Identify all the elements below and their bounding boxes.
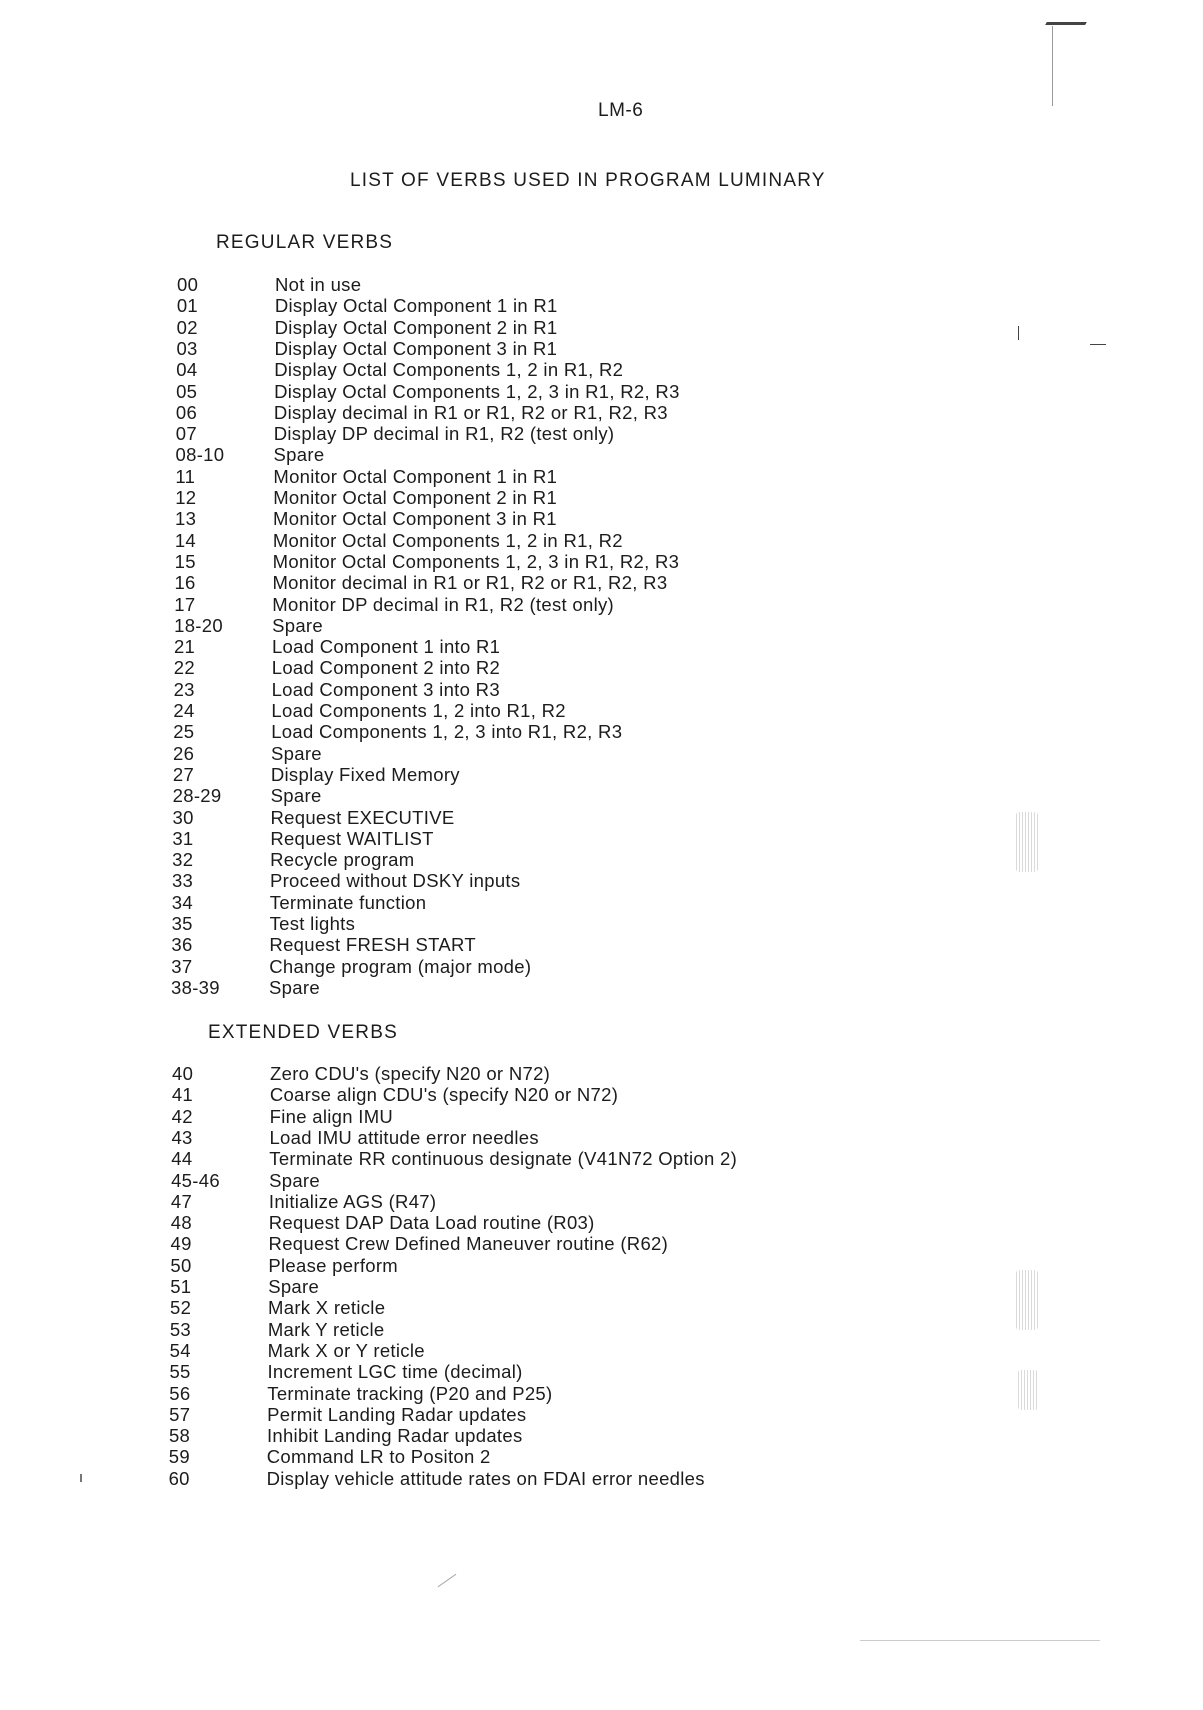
verb-number: 07: [175, 423, 197, 445]
verb-description: Not in use: [275, 274, 362, 295]
verb-description: Spare: [270, 785, 322, 807]
verb-description: Inhibit Landing Radar updates: [266, 1425, 523, 1447]
verb-description: Command LR to Positon 2: [266, 1446, 491, 1468]
scan-tick-right: [1090, 344, 1106, 345]
verb-number: 38-39: [171, 976, 220, 998]
scan-smudge-2: [1016, 1270, 1038, 1330]
verb-description: Initialize AGS (R47): [268, 1190, 437, 1212]
verb-description: Permit Landing Radar updates: [267, 1403, 527, 1425]
verb-description: Change program (major mode): [269, 955, 532, 977]
verb-number: 53: [169, 1318, 192, 1340]
verb-description: Request DAP Data Load routine (R03): [268, 1212, 595, 1234]
verb-description: Spare: [271, 742, 322, 764]
verb-description: Monitor Octal Components 1, 2, 3 in R1, R2, R3: [272, 550, 680, 572]
verb-description: Load Component 1 into R1: [271, 636, 501, 658]
verb-number: 12: [175, 487, 197, 508]
verb-number: 49: [170, 1233, 192, 1255]
verb-number: 24: [173, 700, 195, 721]
verb-number: 02: [176, 316, 198, 338]
verb-description: Spare: [268, 1276, 320, 1297]
verb-number: 23: [173, 678, 195, 700]
verb-number: 51: [170, 1276, 192, 1297]
verb-number: 15: [174, 550, 196, 572]
verb-description: Increment LGC time (decimal): [267, 1361, 523, 1383]
verb-description: Display Fixed Memory: [270, 763, 460, 785]
verb-description: Spare: [269, 1169, 320, 1191]
verb-description: Monitor DP decimal in R1, R2 (test only): [272, 593, 614, 615]
regular-verbs-heading: REGULAR VERBS: [216, 232, 394, 253]
verb-number: 27: [172, 763, 195, 785]
document-title: LIST OF VERBS USED IN PROGRAM LUMINARY: [350, 170, 826, 191]
verb-number: 36: [171, 934, 193, 956]
verb-description: Request Crew Defined Maneuver routine (R62): [268, 1233, 669, 1255]
verb-description: Terminate RR continuous designate (V41N72 Option 2): [269, 1148, 738, 1170]
verb-description: Request FRESH START: [269, 934, 476, 956]
verb-number: 44: [171, 1148, 193, 1170]
verb-number: 13: [175, 508, 197, 530]
verb-description: Mark X reticle: [268, 1297, 386, 1319]
verb-number: 04: [176, 359, 198, 381]
verb-number: 16: [174, 572, 196, 594]
verb-number: 55: [169, 1361, 191, 1383]
verb-number: 52: [170, 1297, 192, 1319]
verb-number: 37: [171, 955, 193, 977]
verb-number: 34: [171, 891, 193, 913]
verb-number: 47: [170, 1190, 193, 1212]
verb-number: 25: [173, 721, 195, 743]
verb-description: Coarse align CDU's (specify N20 or N72): [269, 1084, 619, 1106]
verb-description: Load Components 1, 2 into R1, R2: [271, 700, 566, 721]
verb-description: Display Octal Components 1, 2, 3 in R1, R2, R3: [274, 380, 680, 402]
verb-description: Terminate tracking (P20 and P25): [267, 1382, 553, 1404]
scan-line-bottom: [860, 1640, 1100, 1641]
scan-line-top-right: [1052, 26, 1053, 106]
verb-description: Monitor Octal Component 2 in R1: [273, 487, 558, 508]
verb-description: Mark Y reticle: [267, 1318, 385, 1340]
verb-number: 03: [176, 337, 198, 359]
verb-description: Test lights: [269, 913, 356, 934]
verb-number: 00: [177, 274, 199, 295]
verb-number: 17: [174, 593, 196, 615]
verb-number: 08-10: [175, 444, 225, 466]
verb-description: Display Octal Component 3 in R1: [274, 337, 558, 359]
verb-number: 18-20: [174, 614, 223, 636]
verb-description: Zero CDU's (specify N20 or N72): [270, 1063, 551, 1084]
extended-verbs-heading: EXTENDED VERBS: [208, 1022, 398, 1043]
verb-description: Recycle program: [270, 849, 415, 871]
verb-description: Request EXECUTIVE: [270, 806, 455, 828]
verb-description: Proceed without DSKY inputs: [269, 870, 521, 892]
scan-tick-top: [1018, 326, 1019, 340]
verb-description: Spare: [272, 614, 323, 636]
verb-number: 22: [173, 657, 195, 679]
verb-number: 41: [171, 1084, 193, 1106]
verb-number: 26: [173, 742, 195, 764]
verb-description: Display decimal in R1 or R1, R2 or R1, R2, R3: [273, 401, 668, 423]
verb-description: Load Components 1, 2, 3 into R1, R2, R3: [271, 721, 623, 743]
verb-description: Monitor Octal Component 3 in R1: [273, 508, 557, 530]
verb-description: Monitor Octal Components 1, 2 in R1, R2: [272, 529, 623, 551]
verb-number: 48: [170, 1212, 192, 1234]
verb-number: 58: [168, 1425, 191, 1447]
verb-description: Terminate function: [269, 891, 427, 913]
verb-number: 32: [172, 849, 194, 871]
verb-number: 30: [172, 806, 194, 828]
scan-smudge-1: [1016, 812, 1038, 872]
verb-number: 11: [175, 465, 196, 487]
verb-number: 33: [171, 870, 194, 892]
verb-description: Request WAITLIST: [270, 827, 434, 849]
verb-description: Mark X or Y reticle: [267, 1339, 425, 1361]
scan-mark-left: [80, 1474, 82, 1482]
verb-description: Monitor decimal in R1 or R1, R2 or R1, R2, R3: [272, 572, 668, 594]
verb-number: 54: [169, 1339, 191, 1361]
verb-number: 56: [169, 1382, 191, 1404]
verb-number: 31: [172, 827, 194, 849]
verb-description: Monitor Octal Component 1 in R1: [273, 465, 558, 487]
verb-description: Display Octal Component 1 in R1: [274, 295, 558, 317]
verb-number: 05: [176, 380, 198, 402]
verb-description: Display Octal Components 1, 2 in R1, R2: [274, 359, 624, 381]
verb-number: 45-46: [171, 1169, 220, 1191]
verb-number: 14: [174, 529, 197, 551]
verb-number: 35: [171, 913, 193, 934]
verb-description: Load Component 3 into R3: [271, 678, 500, 700]
verb-number: 50: [170, 1254, 192, 1276]
verb-number: 01: [176, 295, 198, 317]
verb-description: Please perform: [268, 1254, 399, 1276]
verb-number: 57: [169, 1403, 191, 1425]
verb-number: 59: [168, 1446, 190, 1468]
verb-number: 06: [175, 401, 198, 423]
scan-smudge-3: [1018, 1370, 1038, 1410]
verb-description: Spare: [273, 444, 325, 466]
scan-mark-top-right: [1045, 22, 1087, 25]
page-number: LM-6: [598, 100, 644, 121]
verb-description: Load Component 2 into R2: [271, 657, 501, 679]
verb-description: Fine align IMU: [269, 1105, 394, 1127]
verb-number: 60: [168, 1467, 190, 1489]
verb-description: Display DP decimal in R1, R2 (test only): [273, 423, 615, 445]
verb-description: Spare: [269, 976, 320, 998]
verb-description: Display vehicle attitude rates on FDAI error needles: [266, 1467, 705, 1489]
verb-number: 28-29: [172, 785, 222, 807]
verb-description: Load IMU attitude error needles: [269, 1126, 539, 1148]
verb-number: 43: [171, 1126, 193, 1148]
scan-stroke-bottom: [438, 1574, 457, 1587]
verb-number: 40: [172, 1063, 194, 1084]
verb-number: 21: [173, 636, 196, 658]
verb-number: 42: [171, 1105, 193, 1127]
verb-description: Display Octal Component 2 in R1: [274, 316, 558, 338]
